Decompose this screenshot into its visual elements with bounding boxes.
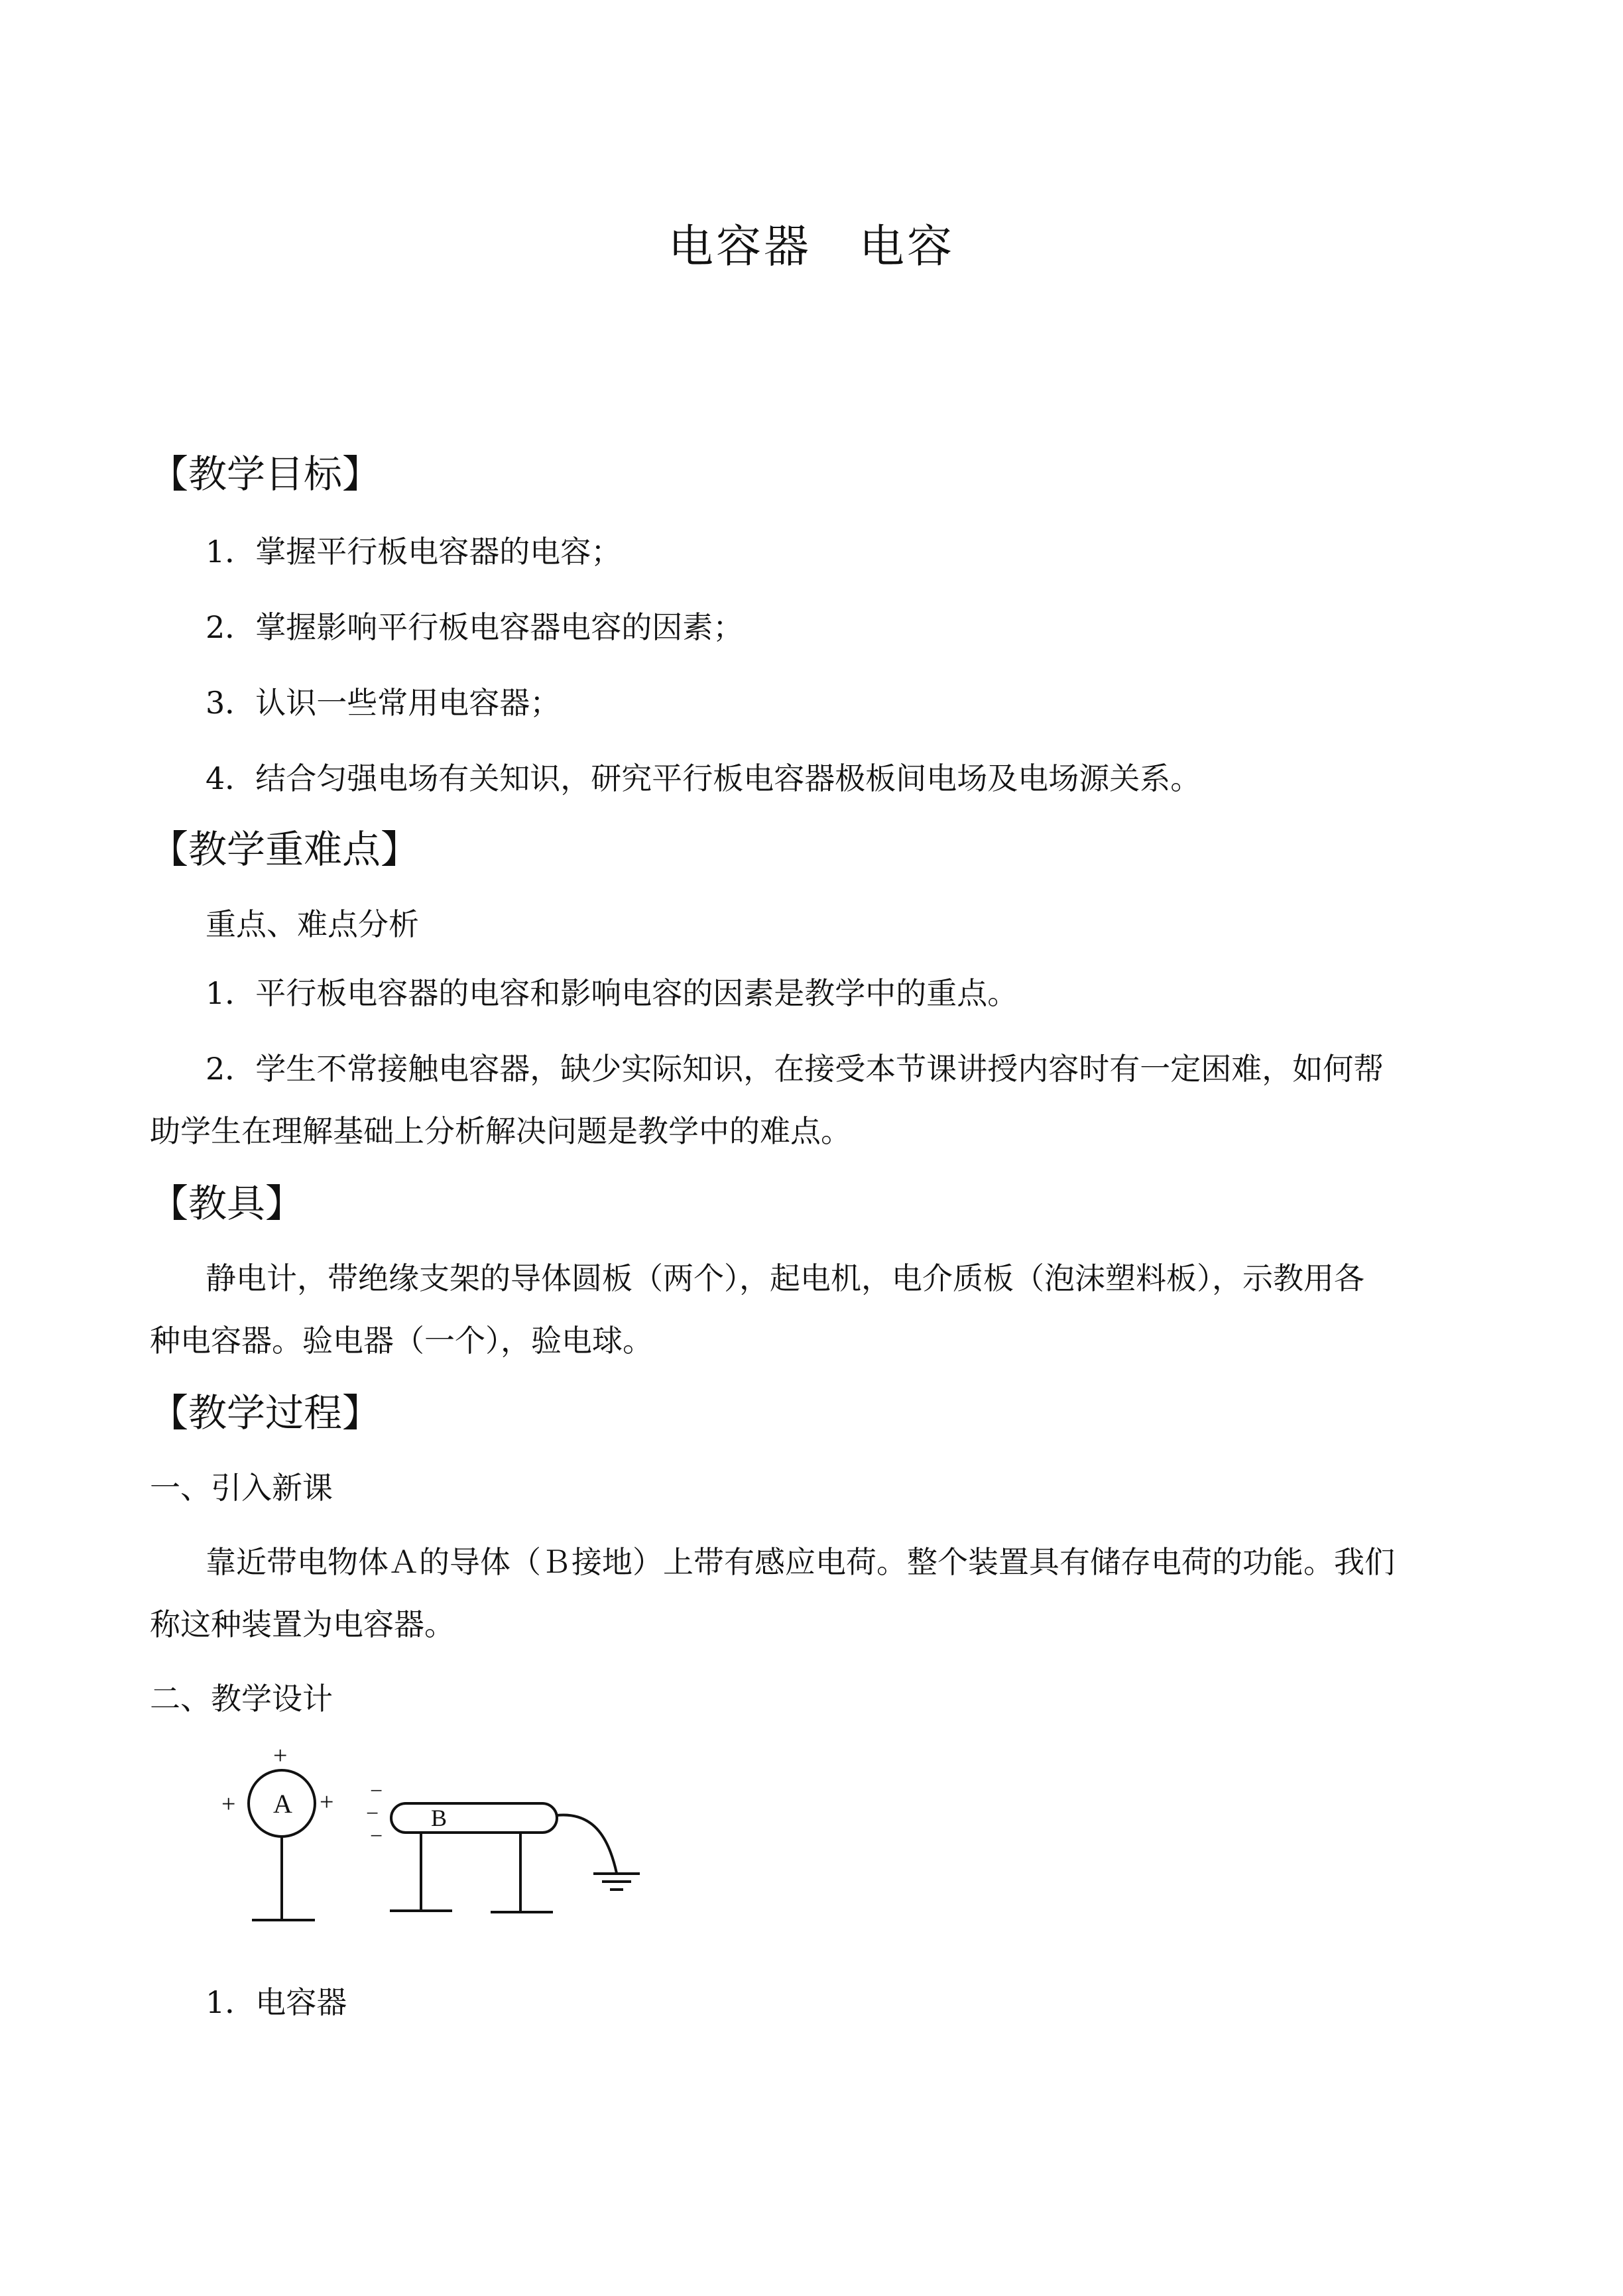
charge-minus-2: − xyxy=(366,1801,379,1826)
difficulty-item-2-line2: 助学生在理解基础上分析解决问题是教学中的难点。 xyxy=(150,1113,851,1149)
induction-diagram xyxy=(212,1737,663,1936)
charge-minus-3: − xyxy=(370,1824,383,1848)
section-heading-2: 二、教学设计 xyxy=(150,1681,333,1717)
tools-line2: 种电容器。验电器（一个），验电球。 xyxy=(150,1323,653,1359)
ground-wire xyxy=(557,1815,617,1873)
tools-heading: 【教具】 xyxy=(150,1181,304,1226)
process-heading: 【教学过程】 xyxy=(150,1390,381,1435)
objective-item-1: 1．掌握平行板电容器的电容； xyxy=(206,534,622,570)
difficulty-item-1: 1．平行板电容器的电容和影响电容的因素是教学中的重点。 xyxy=(206,975,1018,1011)
section-heading-1: 一、引入新课 xyxy=(150,1470,333,1506)
objective-item-4: 4．结合匀强电场有关知识，研究平行板电容器极板间电场及电场源关系。 xyxy=(206,760,1201,796)
difficulties-heading: 【教学重难点】 xyxy=(150,827,420,872)
intro-paragraph-line1: 靠近带电物体Ａ的导体（Ｂ接地）上带有感应电荷。整个装置具有储存电荷的功能。我们 xyxy=(206,1544,1395,1580)
charge-plus-top: + xyxy=(273,1742,288,1770)
charge-plus-left: + xyxy=(221,1790,236,1818)
difficulties-intro: 重点、难点分析 xyxy=(206,906,419,942)
subsection-1: 1．电容器 xyxy=(206,1984,347,2020)
objective-item-3: 3．认识一些常用电容器； xyxy=(206,685,561,721)
charge-plus-right: + xyxy=(320,1788,334,1816)
label-a: A xyxy=(273,1789,292,1819)
charge-minus-1: − xyxy=(370,1779,383,1803)
intro-paragraph-line2: 称这种装置为电容器。 xyxy=(150,1606,455,1642)
objectives-heading: 【教学目标】 xyxy=(150,452,381,497)
objective-item-2: 2．掌握影响平行板电容器电容的因素； xyxy=(206,609,744,645)
difficulty-item-2-line1: 2．学生不常接触电容器，缺少实际知识，在接受本节课讲授内容时有一定困难，如何帮 xyxy=(206,1051,1384,1087)
conductor-b xyxy=(391,1803,557,1833)
label-b: B xyxy=(431,1805,448,1831)
tools-line1: 静电计，带绝缘支架的导体圆板（两个），起电机，电介质板（泡沫塑料板），示教用各 xyxy=(206,1260,1364,1296)
page-title: 电容器 电容 xyxy=(668,221,955,273)
